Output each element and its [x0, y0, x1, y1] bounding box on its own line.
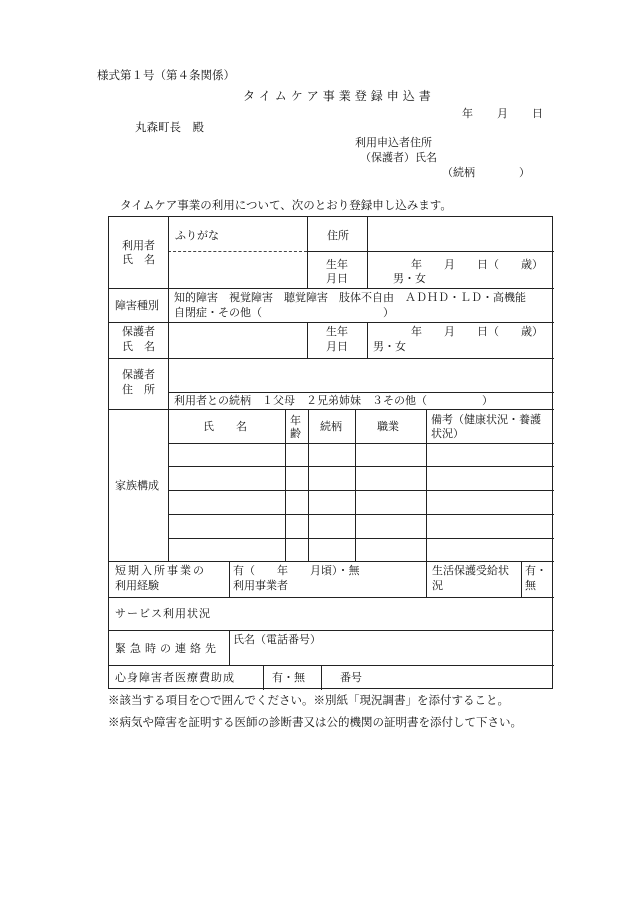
family-row-line: [168, 538, 554, 539]
col-line: [263, 665, 264, 690]
emergency-contact-label: 緊急時の連絡先: [115, 642, 220, 655]
date-month: 月: [497, 107, 508, 120]
col-line: [367, 322, 368, 358]
col-line: [308, 409, 309, 561]
family-header-name: 氏 名: [203, 420, 247, 433]
col-line: [168, 217, 169, 561]
col-line: [367, 217, 368, 288]
furigana-label: ふりがな: [175, 229, 219, 242]
family-row-line: [168, 490, 554, 491]
relation-label: （続柄 ）: [442, 166, 530, 179]
registration-form-table: [108, 216, 553, 689]
welfare-value-line2: 無: [525, 579, 536, 592]
guardian-label-line2: 氏 名: [122, 340, 155, 353]
addressee: 丸森町長 殿: [135, 120, 204, 134]
col-line: [426, 409, 427, 561]
relation-options: 利用者との続柄 １父母 ２兄弟姉妹 ３その他（ ）: [174, 394, 493, 407]
row-line: [109, 288, 554, 289]
user-birth-value: 年 月 日（ 歳）: [411, 258, 543, 271]
guardian-address-label-line1: 保護者: [122, 368, 155, 381]
family-header-job: 職業: [377, 420, 399, 433]
address-label: 住所: [327, 229, 349, 242]
user-birth-label-line1: 生年: [326, 258, 348, 271]
date-day: 日: [532, 107, 543, 120]
row-line: [109, 358, 554, 359]
family-row-line: [168, 443, 554, 444]
family-label: 家族構成: [115, 479, 159, 492]
welfare-value-line1: 有・: [525, 564, 547, 577]
col-line: [229, 630, 230, 665]
user-sex: 男・女: [393, 272, 426, 285]
family-header-remarks-line1: 備考（健康状況・養護: [431, 413, 541, 426]
col-line: [229, 561, 230, 597]
col-line: [521, 561, 522, 597]
col-line: [321, 665, 322, 690]
row-line: [109, 561, 554, 562]
short-stay-label-line2: 利用経験: [115, 579, 159, 592]
date-year: 年: [462, 107, 473, 120]
user-label-line2: 氏 名: [122, 253, 155, 266]
family-row-line: [168, 514, 554, 515]
form-title: タイムケア事業登録申込書: [243, 89, 435, 103]
family-header-remarks-line2: 状況）: [431, 427, 464, 440]
disability-label: 障害種別: [115, 299, 159, 312]
user-birth-label-line2: 月日: [326, 272, 348, 285]
col-line: [426, 561, 427, 597]
guardian-birth-value: 年 月 日（ 歳）: [411, 325, 543, 338]
family-header-relation: 続柄: [320, 420, 342, 433]
medical-aid-label: 心身障害者医療費助成: [115, 671, 235, 684]
furigana-divider: [168, 251, 307, 252]
intro-text: タイムケア事業の利用について、次のとおり登録申し込みます。: [120, 198, 452, 212]
applicant-address-label: 利用申込者住所: [355, 136, 432, 149]
welfare-label-line2: 況: [432, 579, 443, 592]
family-header-age-line2: 齢: [290, 427, 301, 440]
col-line: [355, 409, 356, 561]
row-line: [109, 322, 554, 323]
user-label-line1: 利用者: [122, 239, 155, 252]
note-line-1: ※該当する項目を○で囲んでください。※別紙「現況調書」を添付すること。: [108, 693, 510, 707]
emergency-contact-value: 氏名（電話番号）: [233, 633, 321, 646]
row-line: [109, 630, 554, 631]
row-line: [307, 251, 554, 252]
col-line: [285, 409, 286, 561]
guardian-label-line1: 保護者: [122, 325, 155, 338]
family-row-line: [168, 466, 554, 467]
disability-options-line2: 自閉症・その他（ ）: [174, 306, 394, 319]
row-line: [109, 665, 554, 666]
short-stay-label-line1: 短期入所事業の: [115, 564, 206, 577]
family-header-age-line1: 年: [290, 414, 301, 427]
guardian-sex: 男・女: [373, 340, 406, 353]
guardian-address-label-line2: 住 所: [122, 383, 155, 396]
row-line: [109, 597, 554, 598]
guardian-birth-label-line1: 生年: [326, 325, 348, 338]
short-stay-value-line1: 有（ 年 月頃）・無: [233, 564, 360, 577]
row-line: [168, 392, 554, 393]
row-line: [109, 409, 554, 410]
col-line: [307, 322, 308, 358]
service-usage-label: サービス利用状況: [115, 607, 211, 620]
welfare-label-line1: 生活保護受給状: [432, 564, 509, 577]
form-number: 様式第１号（第４条関係）: [97, 68, 235, 82]
disability-options-line1: 知的障害 視覚障害 聴覚障害 肢体不自由 ＡＤＨＤ・ＬＤ・高機能: [174, 291, 526, 304]
note-line-2: ※病気や障害を証明する医師の診断書又は公的機関の証明書を添付して下さい。: [108, 715, 522, 729]
col-line: [307, 217, 308, 288]
short-stay-value-line2: 利用事業者: [233, 579, 288, 592]
medical-aid-value: 有・無: [272, 671, 305, 684]
guardian-birth-label-line2: 月日: [326, 340, 348, 353]
medical-aid-number-label: 番号: [340, 671, 362, 684]
guardian-name-label: （保護者）氏名: [360, 151, 437, 164]
